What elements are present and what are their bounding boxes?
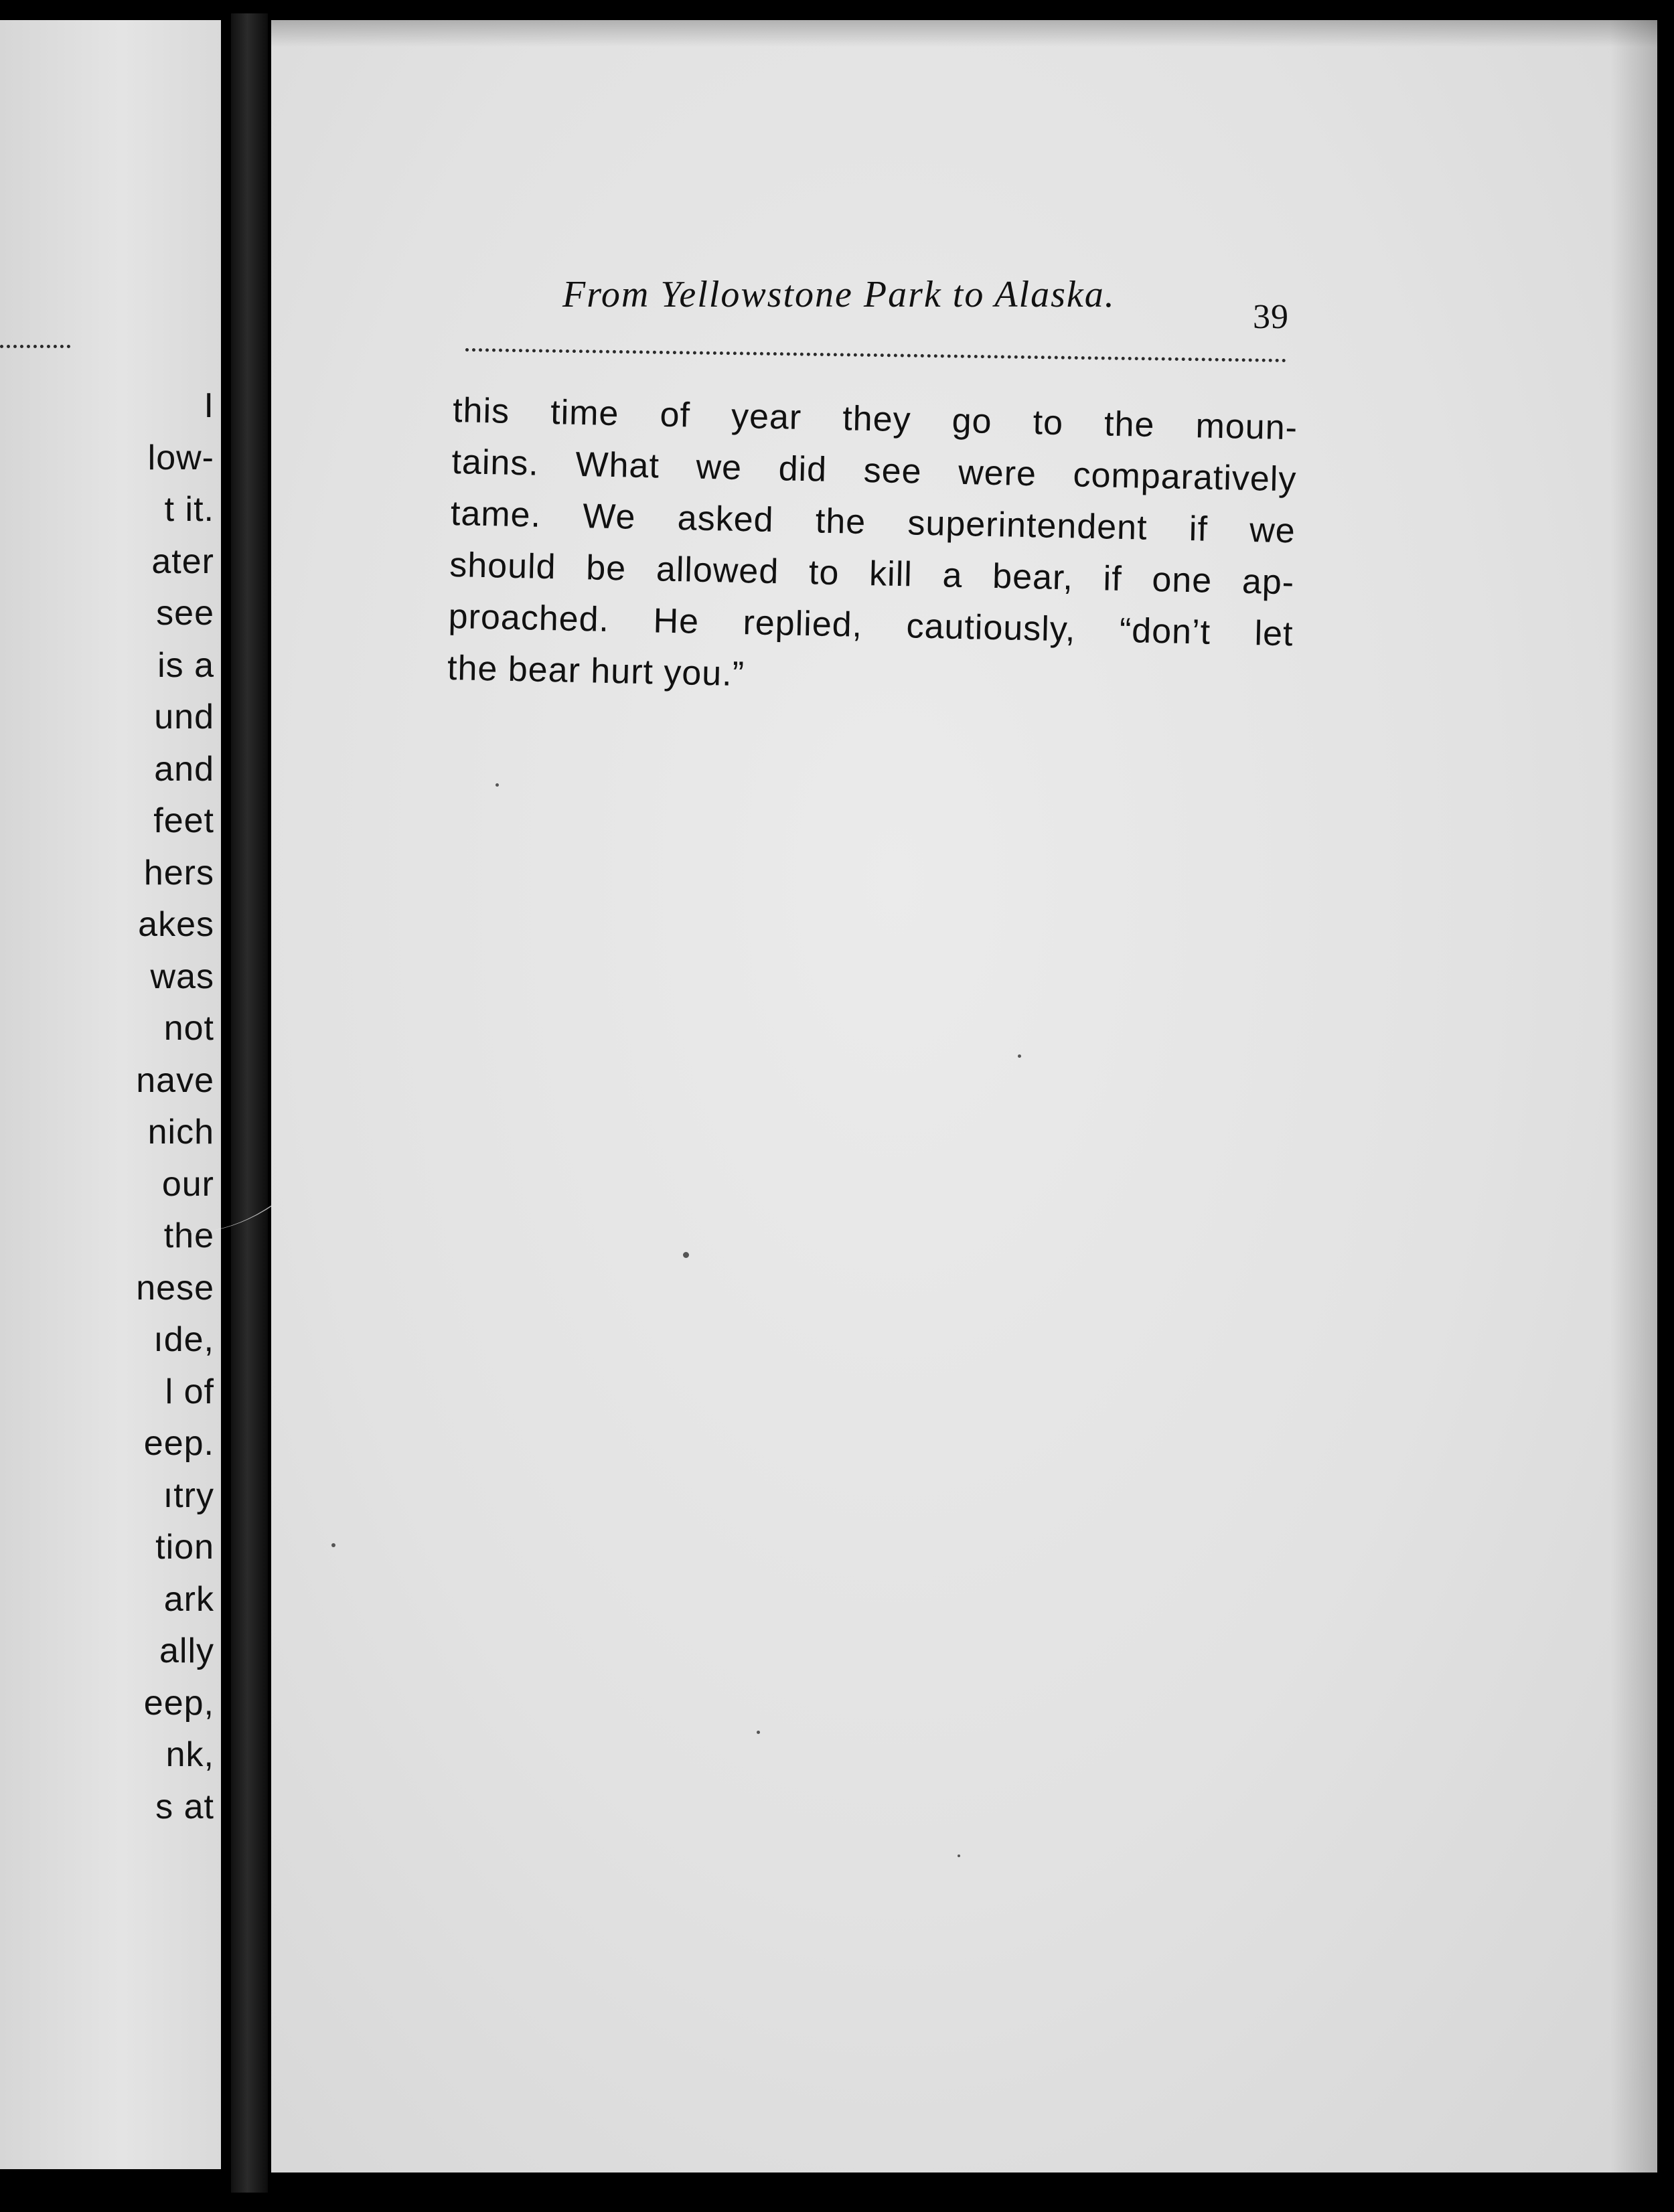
text-line: I (204, 386, 214, 425)
text-line: nave (136, 1060, 214, 1100)
text-line: und (154, 698, 214, 736)
text-line: s at (155, 1787, 214, 1826)
body-line: proached. He replied, cautiously, “don’t let (448, 597, 1294, 654)
body-line: should be allowed to kill a bear, if one ap- (449, 545, 1295, 603)
text-line: is a (157, 645, 214, 685)
header-dotted-rule (465, 348, 1286, 362)
paper-speck (496, 783, 499, 787)
page-number: 39 (1253, 298, 1289, 336)
page-edge-shadow (271, 20, 1657, 47)
book-page (271, 20, 1657, 2172)
text-line: ıde, (153, 1320, 214, 1359)
text-line: low- (147, 438, 214, 477)
text-line: eep, (143, 1683, 214, 1723)
page-edge-shadow (1610, 20, 1657, 2172)
body-text (447, 385, 1298, 712)
text-line: l of (165, 1372, 214, 1411)
paper-speck (1018, 1054, 1021, 1058)
text-line: ally (159, 1632, 214, 1670)
text-line: see (156, 594, 214, 633)
text-line: our (161, 1164, 214, 1204)
body-line: tame. We asked the superintendent if we (450, 493, 1296, 551)
running-head: From Yellowstone Park to Alaska. (562, 274, 1116, 315)
text-line: eep. (143, 1424, 214, 1463)
text-line: nich (147, 1113, 214, 1152)
text-line: was (150, 957, 214, 996)
body-line: the bear hurt you.” (447, 648, 745, 694)
body-line: this time of year they go to the moun- (452, 390, 1298, 448)
text-line: akes (138, 905, 214, 944)
previous-page-header-rule (0, 345, 70, 348)
text-line: the (163, 1216, 214, 1255)
paper-speck (331, 1543, 335, 1547)
paper-speck (958, 1854, 960, 1857)
text-line: and (154, 749, 214, 789)
text-line: ıtry (163, 1476, 214, 1515)
previous-page-fragment (0, 20, 221, 2169)
text-line: tion (155, 1528, 214, 1567)
text-line: nk, (165, 1735, 214, 1774)
body-line: tains. What we did see were comparatively (451, 442, 1297, 499)
paper-speck (683, 1252, 689, 1258)
text-line: nese (136, 1268, 214, 1308)
paper-speck (757, 1731, 760, 1734)
text-line: feet (153, 801, 214, 840)
text-line: t it. (164, 490, 214, 529)
text-line: hers (143, 853, 214, 892)
text-line: ater (151, 542, 214, 581)
text-line: not (163, 1009, 214, 1048)
text-line: ark (163, 1579, 214, 1619)
